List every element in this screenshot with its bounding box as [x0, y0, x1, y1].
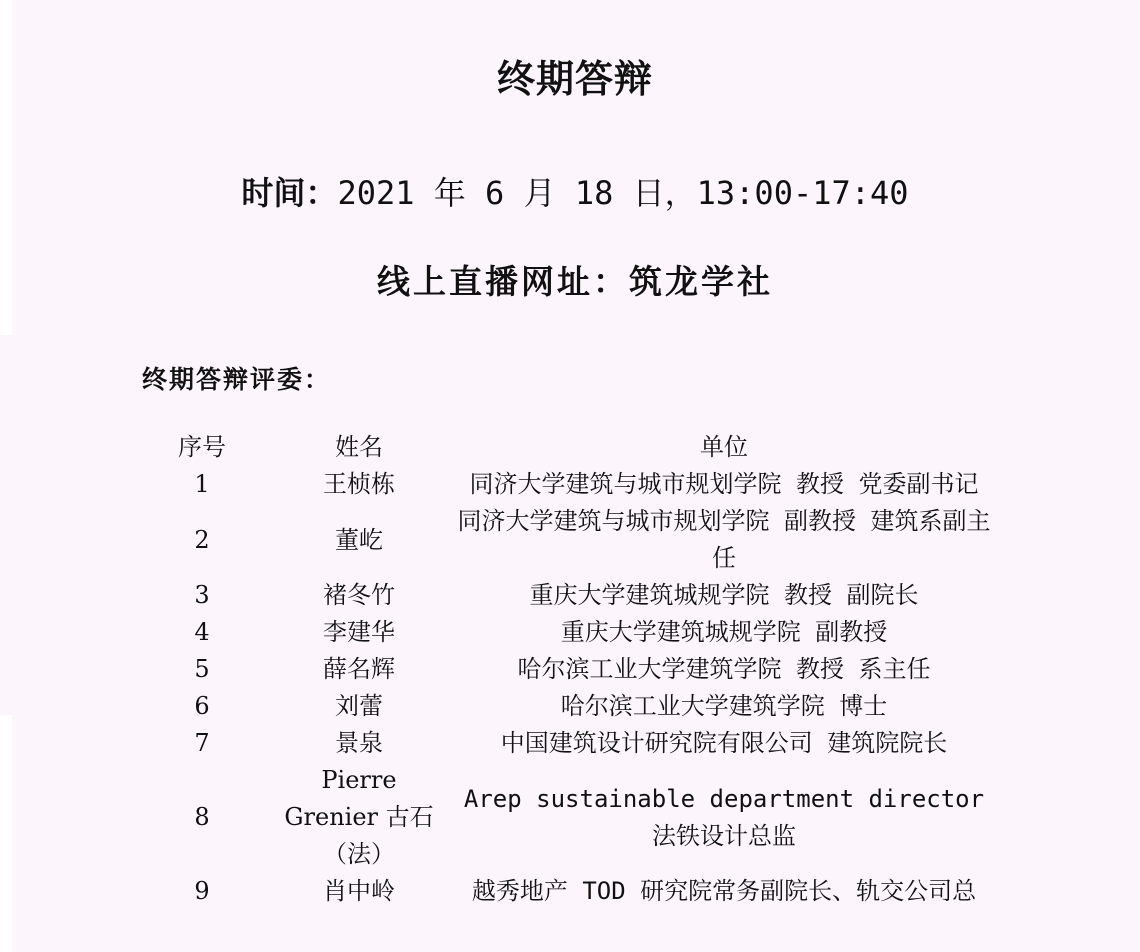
- row-name: 肖中岭: [323, 877, 395, 905]
- row-name: 薛名辉: [323, 655, 395, 683]
- table-row: [122, 725, 1012, 762]
- judges-table: [122, 429, 1012, 910]
- header-organization: 单位: [700, 433, 748, 461]
- row-organization: 重庆大学建筑城规学院 副教授: [560, 618, 888, 646]
- table-row: [122, 762, 1012, 873]
- row-name: 李建华: [323, 618, 395, 646]
- row-number: 3: [194, 581, 210, 609]
- row-name: 董屹: [335, 525, 383, 554]
- judges-section-heading: 终期答辩评委：: [142, 365, 332, 394]
- row-number: 2: [194, 525, 210, 554]
- row-organization: 越秀地产 TOD 研究院常务副院长、轨交公司总: [471, 877, 977, 905]
- page-background-notch: [0, 335, 12, 715]
- row-name: Pierre Grenier 古石（法）: [284, 766, 434, 868]
- row-name: 褚冬竹: [323, 581, 395, 609]
- row-organization: 哈尔滨工业大学建筑学院 博士: [560, 692, 888, 720]
- document-title: 终期答辩: [496, 57, 653, 101]
- row-name: 刘蕾: [335, 692, 383, 720]
- event-time-label: 时间：: [241, 174, 338, 212]
- table-row: [122, 466, 1012, 503]
- row-organization: 重庆大学建筑城规学院 教授 副院长: [529, 581, 919, 609]
- row-name: 景泉: [335, 729, 383, 757]
- row-number: 7: [194, 729, 210, 757]
- row-name: 王桢栋: [323, 470, 395, 498]
- table-row: [122, 651, 1012, 688]
- table-header-row: [122, 429, 1012, 466]
- row-organization: 哈尔滨工业大学建筑学院 教授 系主任: [517, 655, 931, 683]
- table-row: [122, 577, 1012, 614]
- row-number: 5: [194, 655, 210, 683]
- row-organization: 同济大学建筑与城市规划学院 教授 党委副书记: [469, 470, 979, 498]
- row-organization: Arep sustainable department director 法铁设计总监: [463, 784, 985, 850]
- row-organization: 中国建筑设计研究院有限公司 建筑院院长: [500, 729, 948, 757]
- row-organization: 同济大学建筑与城市规划学院 副教授 建筑系副主任: [457, 507, 991, 572]
- event-time: [0, 168, 1140, 214]
- row-number: 9: [194, 877, 210, 905]
- row-number: 8: [194, 803, 210, 831]
- header-name: 姓名: [335, 433, 383, 461]
- livestream-info: 线上直播网址：筑龙学社: [377, 262, 773, 301]
- header-number: 序号: [178, 433, 226, 461]
- row-number: 6: [194, 692, 210, 720]
- table-row: [122, 503, 1012, 577]
- event-time-value: 2021 年 6 月 18 日，13:00-17:40: [337, 174, 909, 212]
- table-row: [122, 688, 1012, 725]
- row-number: 4: [194, 618, 210, 646]
- table-row: [122, 614, 1012, 651]
- table-row: [122, 873, 1012, 910]
- row-number: 1: [194, 470, 210, 498]
